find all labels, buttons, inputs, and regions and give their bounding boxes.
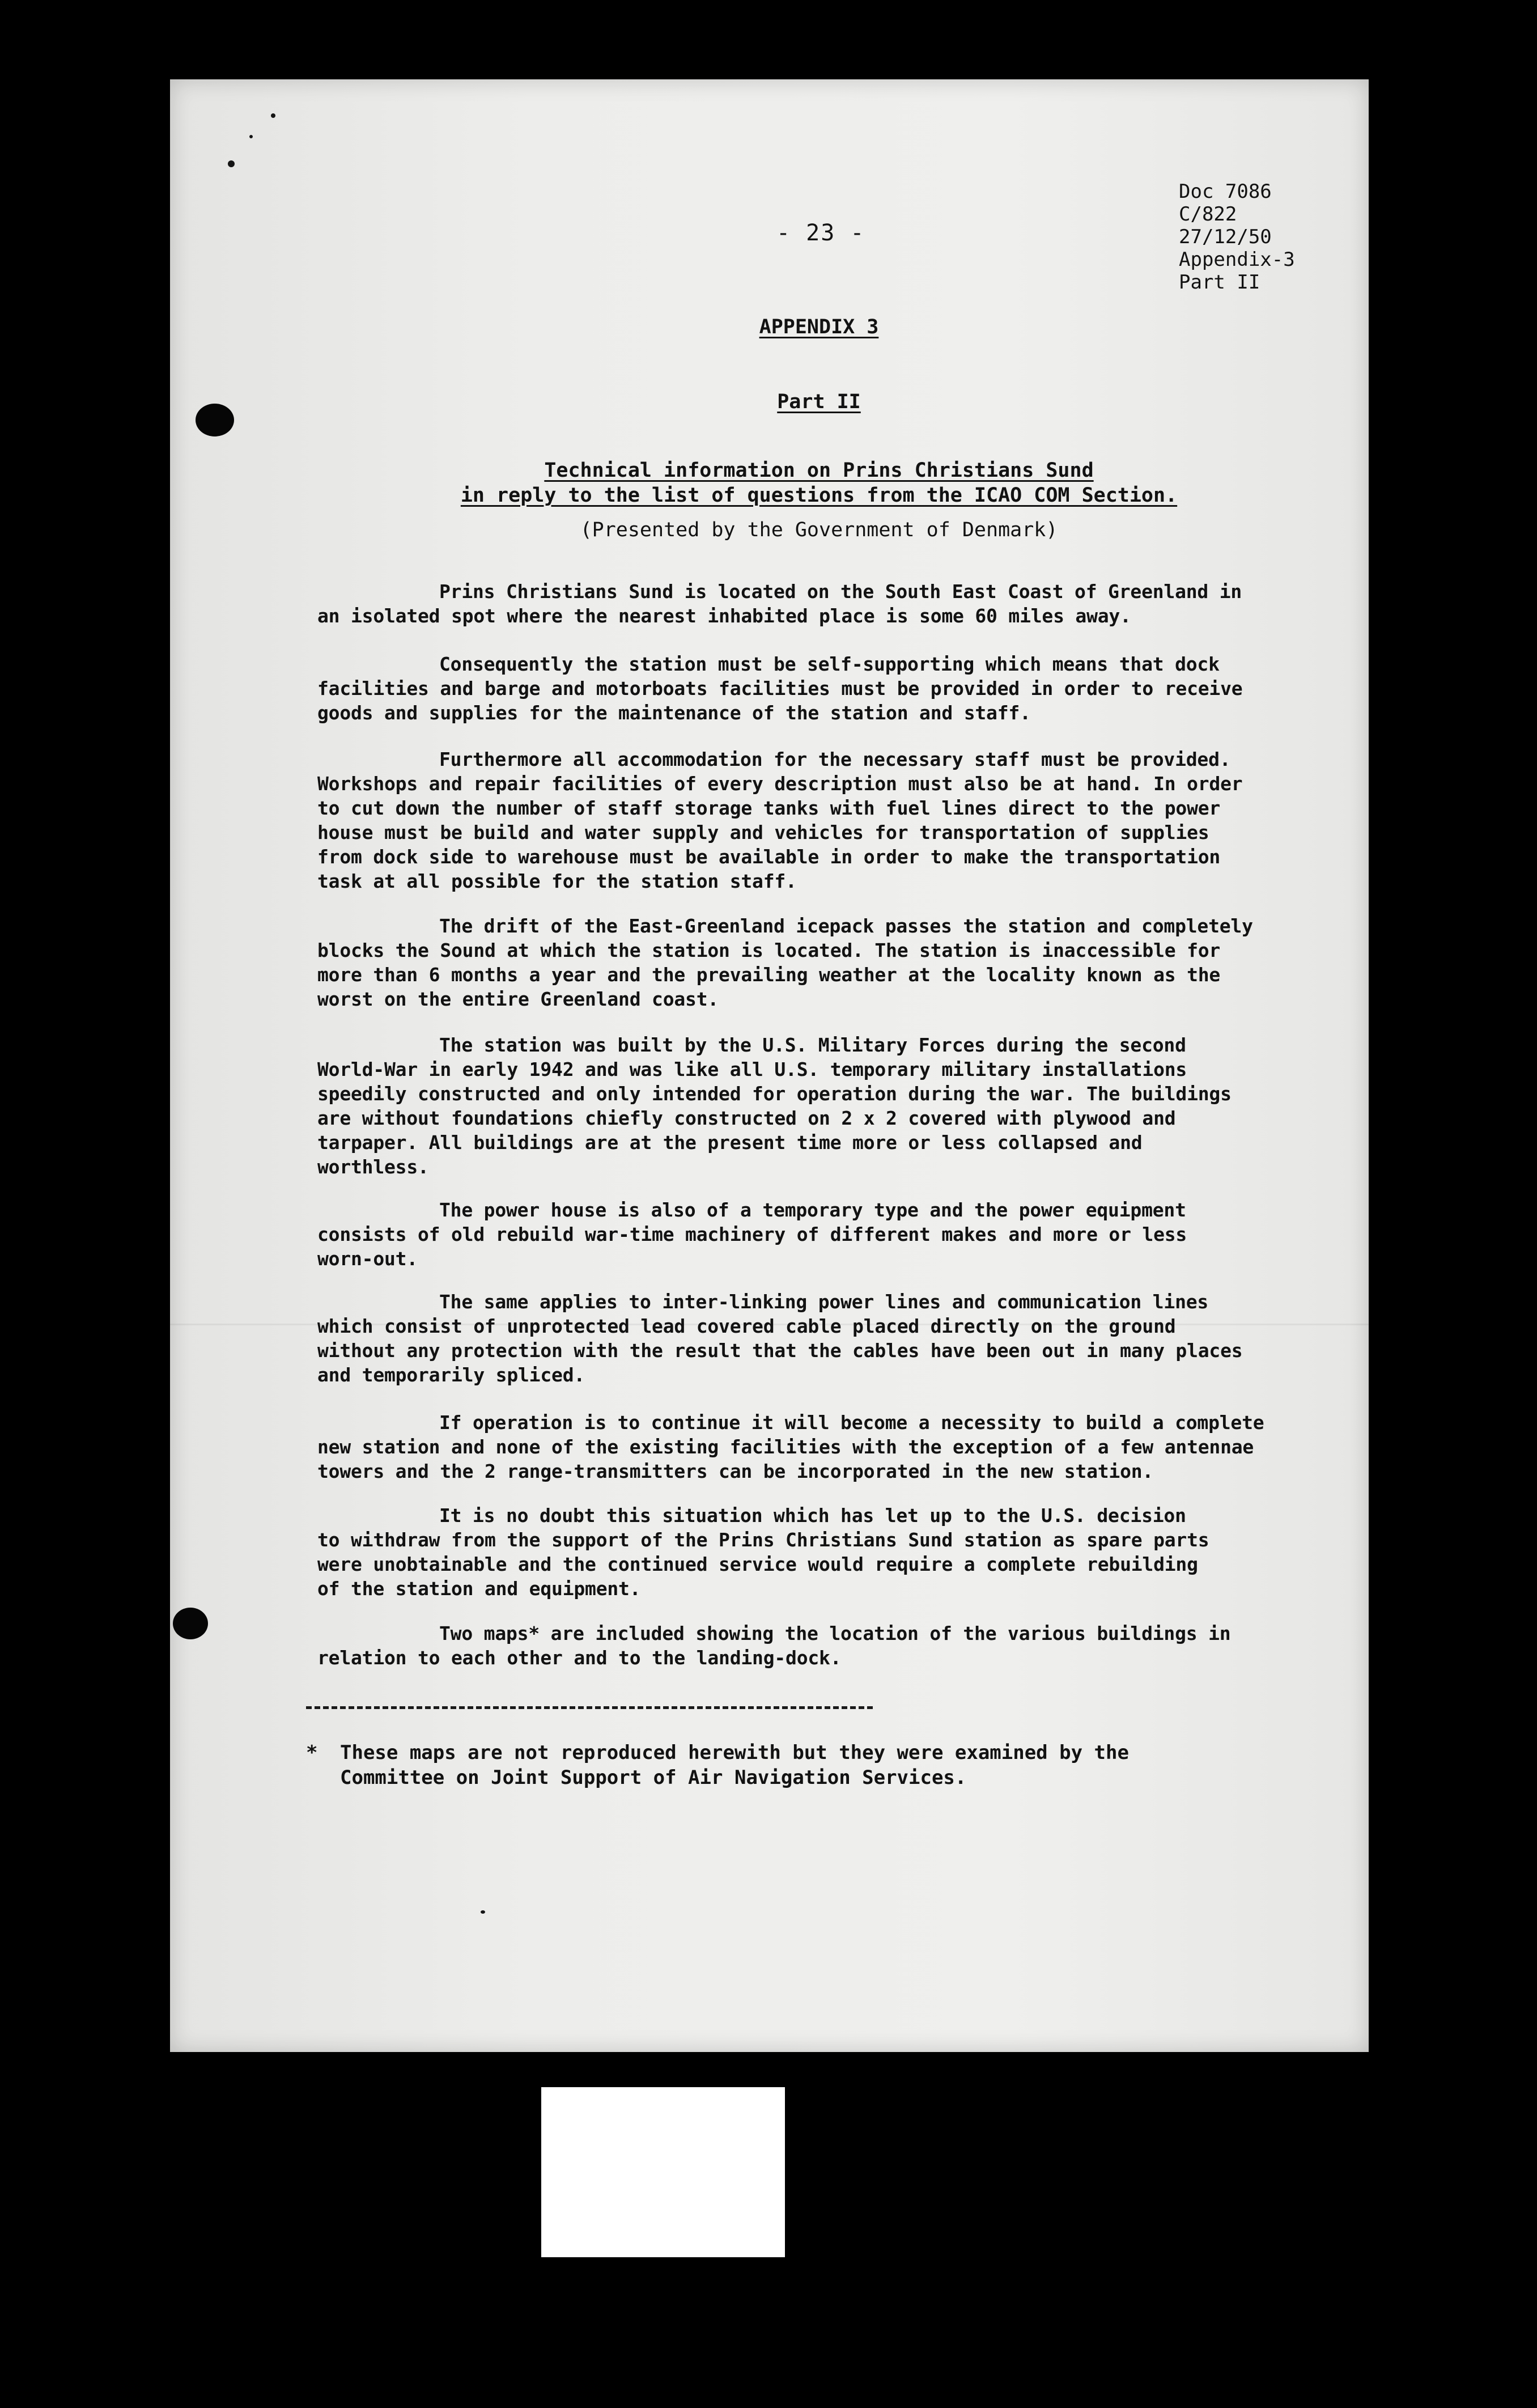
paragraph-line: facilities and barge and motorboats facilities must be provided in order to receive — [317, 677, 1243, 699]
paragraph-us-decision — [317, 1503, 1332, 1601]
presenter-line: (Presented by the Government of Denmark) — [580, 519, 1058, 541]
paragraph-icepack — [317, 914, 1332, 1011]
paragraph-line: worst on the entire Greenland coast. — [317, 988, 719, 1010]
paragraph-maps — [317, 1621, 1332, 1670]
paragraph-line: The same applies to inter-linking power lines and communication lines — [439, 1291, 1209, 1313]
document-title — [315, 458, 1323, 508]
part-heading — [315, 389, 1323, 414]
paragraph-line: worthless. — [317, 1156, 429, 1178]
paragraph-construction — [317, 1033, 1332, 1179]
paragraph-line: blocks the Sound at which the station is located. The station is inaccessible for — [317, 939, 1221, 961]
paragraph-line: It is no doubt this situation which has let up to the U.S. decision — [439, 1504, 1186, 1527]
title-line-2: in reply to the list of questions from the ICAO COM Section. — [460, 484, 1178, 507]
footnote-line — [306, 1740, 1326, 1765]
paragraph-line: of the station and equipment. — [317, 1578, 641, 1600]
punch-hole-top — [196, 404, 234, 436]
paragraph-line: relation to each other and to the landing-dock. — [317, 1647, 842, 1669]
paragraph-line: World-War in early 1942 and was like all U.S. temporary military installations — [317, 1058, 1187, 1080]
doc-ref-code: C/822 — [1179, 203, 1237, 226]
title-line-1: Technical information on Prins Christians Sund — [544, 459, 1094, 482]
paragraph-line: Furthermore all accommodation for the necessary staff must be provided. — [439, 748, 1231, 770]
paragraph-line: tarpaper. All buildings are at the present time more or less collapsed and — [317, 1131, 1143, 1154]
paragraph-line: The power house is also of a temporary type and the power equipment — [439, 1199, 1186, 1221]
paragraph-line: more than 6 months a year and the prevailing weather at the locality known as the — [317, 964, 1221, 986]
doc-ref-number: Doc 7086 — [1179, 180, 1272, 203]
footnote-mark: * — [306, 1741, 318, 1764]
appendix-heading-text: APPENDIX 3 — [759, 316, 879, 338]
doc-ref-part: Part II — [1179, 271, 1260, 294]
ink-speck — [481, 1910, 485, 1914]
paragraph-line: Consequently the station must be self-supporting which means that dock — [439, 653, 1220, 675]
footnote — [306, 1740, 1326, 1790]
paragraph-power-lines — [317, 1290, 1332, 1387]
paragraph-line: Prins Christians Sund is located on the South East Coast of Greenland in — [439, 580, 1242, 603]
paragraph-line: consists of old rebuild war-time machinery of different makes and more or less — [317, 1223, 1187, 1245]
paragraph-line: worn-out. — [317, 1248, 418, 1270]
footnote-text-1: These maps are not reproduced herewith but they were examined by the — [340, 1741, 1129, 1764]
paragraph-line: without any protection with the result that the cables have been out in many places — [317, 1339, 1243, 1362]
paragraph-line: Two maps* are included showing the location of the various buildings in — [439, 1622, 1231, 1644]
paragraph-location — [317, 579, 1332, 628]
paragraph-new-station — [317, 1410, 1332, 1483]
blank-label-box — [541, 2087, 785, 2257]
paragraph-line: to withdraw from the support of the Prins Christians Sund station as spare parts — [317, 1529, 1209, 1551]
paragraph-line: speedily constructed and only intended for operation during the war. The buildings — [317, 1083, 1232, 1105]
paragraph-line: The station was built by the U.S. Military Forces during the second — [439, 1034, 1186, 1056]
paragraph-line: Workshops and repair facilities of every description must also be at hand. In order — [317, 773, 1243, 795]
paragraph-self-supporting — [317, 652, 1332, 725]
punch-hole-bottom — [173, 1608, 208, 1639]
paragraph-line: towers and the 2 range-transmitters can be incorporated in the new station. — [317, 1460, 1154, 1482]
footnote-text-2: Committee on Joint Support of Air Navigation Services. — [340, 1766, 967, 1789]
doc-ref-appendix: Appendix-3 — [1179, 248, 1295, 271]
paragraph-line: which consist of unprotected lead covered cable placed directly on the ground — [317, 1315, 1176, 1337]
ink-speck — [249, 135, 253, 138]
paragraph-line: If operation is to continue it will become a necessity to build a complete — [439, 1411, 1264, 1434]
page-number: - 23 - — [776, 220, 865, 246]
paragraph-line: The drift of the East-Greenland icepack passes the station and completely — [439, 915, 1253, 937]
paragraph-power-house — [317, 1198, 1332, 1271]
paragraph-line: to cut down the number of staff storage tanks with fuel lines direct to the power — [317, 797, 1221, 819]
ink-speck — [228, 160, 235, 167]
part-heading-text: Part II — [777, 391, 861, 413]
paragraph-line: were unobtainable and the continued service would require a complete rebuilding — [317, 1553, 1198, 1575]
paragraph-line: house must be build and water supply and vehicles for transportation of supplies — [317, 821, 1209, 843]
doc-ref-date: 27/12/50 — [1179, 226, 1272, 248]
paragraph-line: task at all possible for the station staff. — [317, 870, 797, 892]
paragraph-line: an isolated spot where the nearest inhabited place is some 60 miles away. — [317, 605, 1131, 627]
paragraph-line: from dock side to warehouse must be available in order to make the transportation — [317, 846, 1221, 868]
paragraph-line: goods and supplies for the maintenance of the station and staff. — [317, 702, 1031, 724]
ink-speck — [271, 113, 275, 118]
paragraph-line: are without foundations chiefly constructed on 2 x 2 covered with plywood and — [317, 1107, 1176, 1129]
paragraph-accommodation — [317, 747, 1332, 893]
footnote-separator — [306, 1706, 873, 1709]
paragraph-line: new station and none of the existing facilities with the exception of a few antennae — [317, 1436, 1254, 1458]
paragraph-line: and temporarily spliced. — [317, 1364, 585, 1386]
appendix-heading — [315, 315, 1323, 340]
document-reference — [1179, 180, 1349, 294]
